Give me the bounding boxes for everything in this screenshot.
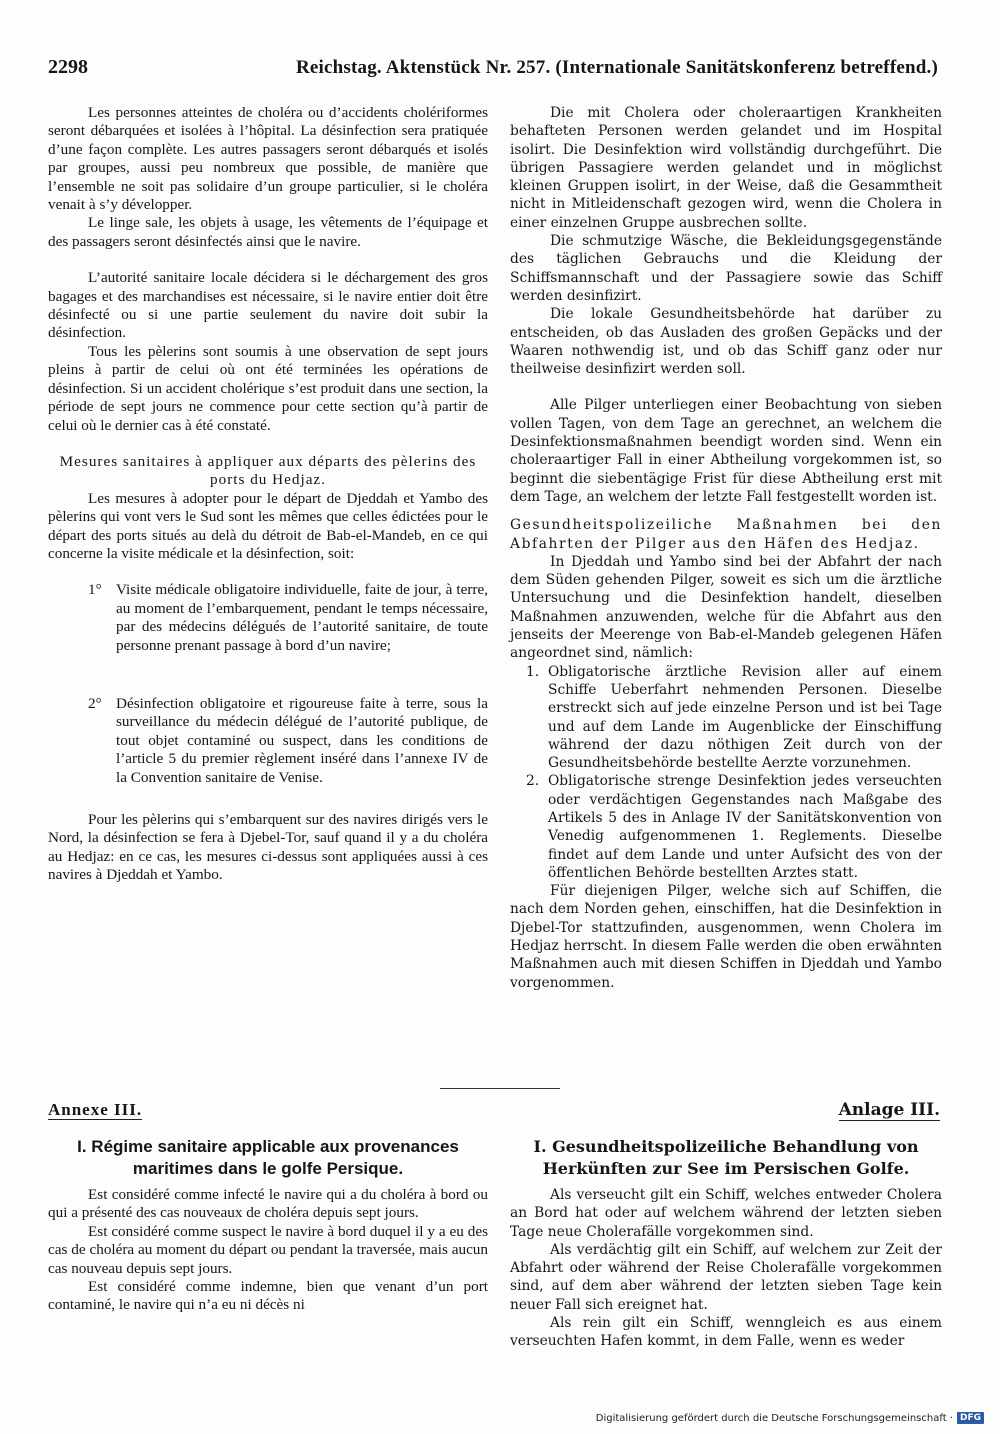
de-paragraph: Für diejenigen Pilger, welche sich auf Schiffen, die nach dem Norden gehen, einschiffen, hat die Desinfektion in Djebel-Tor stattzufinden, ausgenommen, wenn Cholera im Hedjaz herrscht. In diesem Falle werden die oben erwähnten Maßnahmen auch mit diesen Schiffen in Djeddah und Yambo vorgenommen. bbox=[510, 883, 942, 991]
section-heading-de: I. Gesundheitspolizeiliche Behandlung von Herkünften zur See im Persischen Golfe. bbox=[533, 1137, 919, 1178]
german-column bbox=[510, 104, 942, 992]
de-list-item bbox=[510, 772, 942, 882]
de-paragraph: Als verseucht gilt ein Schiff, welches entweder Cholera an Bord hat oder auf welchem während der letzten sieben Tage neue Cholerafälle vorgekommen sind. bbox=[510, 1187, 942, 1240]
de-paragraph: Als rein gilt ein Schiff, wenngleich es aus einem verseuchten Hafen kommt, in dem Falle, wenn es weder bbox=[510, 1315, 942, 1350]
fr-paragraph: Les mesures à adopter pour le départ de Djeddah et Yambo des pèlerins qui vont vers le Sud sont les mêmes que celles édictées pour le départ des ports situés au delà du détroit de Bab-el-Mandeb, en ce qui concerne la visite médicale et la désinfection, soit: bbox=[48, 489, 488, 562]
fr-list-item bbox=[48, 581, 488, 655]
de-list-number: 1. bbox=[526, 663, 540, 680]
german-column-annex bbox=[510, 1186, 942, 1351]
de-paragraph: Als verdächtig gilt ein Schiff, auf welchem zur Zeit der Abfahrt oder während der Reise Cholerafälle vorgekommen sind, auf dem aber während der letzten sieben Tage kein neuer Fall sich ereignet hat. bbox=[510, 1241, 942, 1313]
fr-paragraph: Est considéré comme suspect le navire à bord duquel il y a eu des cas de choléra au moment du départ ou pendant la traversée, mais aucun cas nouveau depuis sept jours. bbox=[48, 1222, 488, 1277]
fr-paragraph: Est considéré comme infecté le navire qui a du choléra à bord ou qui a présenté des cas nouveaux de choléra depuis sept jours. bbox=[48, 1186, 488, 1222]
de-subheading: Gesundheitspolizeiliche Maßnahmen bei den Abfahrten der Pilger aus den Häfen des Hedjaz. bbox=[510, 517, 942, 552]
de-list-number: 2. bbox=[526, 773, 540, 790]
fr-paragraph: Les personnes atteintes de choléra ou d’accidents cholériformes seront débarquées et isolées à l’hôpital. La désinfection sera pratiquée d’une façon complète. Les autres passagers seront débarqués et isolés par groupes, aussi peu nombreux que possible, de manière que l’ensemble ne soit pas solidaire d’un groupe particulier, si le choléra venait à s’y développer. bbox=[48, 104, 488, 214]
de-paragraph: Alle Pilger unterliegen einer Beobachtung von sieben vollen Tagen, von dem Tage an gerechnet, an welchem die Desinfektionsmaßnahmen beendigt worden sind. Wenn ein choleraartiger Fall in einer Abtheilung vorgekommen ist, so beginnt die siebentägige Frist für diese Abtheilung erst mit dem Tage, an welchem der letzte Fall festgestellt worden ist. bbox=[510, 397, 942, 505]
de-list-text: Obligatorische strenge Desinfektion jedes verseuchten oder verdächtigen Gegenstandes nach Maßgabe des Artikels 5 des in Anlage IV der Sanitätskonvention von Venedig aufgenommenen 1. Reglements. Dieselbe findet auf dem Lande und unter Aufsicht des von der öffentlichen Behörde bestellten Arztes statt. bbox=[548, 773, 942, 881]
de-list-text: Obligatorische ärztliche Revision aller auf einem Schiffe Ueberfahrt nehmenden Personen. Dieselbe erstreckt sich auf jede einzelne Person und ist bei Tage und auf dem Lande im Augenblicke der Einschiffung während der dazu nöthigen Zeit durch von der Gesundheitsbehörde bestellte Aerzte vorzunehmen. bbox=[548, 663, 942, 772]
running-header bbox=[48, 56, 938, 79]
french-column bbox=[48, 104, 488, 885]
fr-list-text: Désinfection obligatoire et rigoureuse faite à terre, sous la surveillance du médecin délégué de l’autorité publique, de tout objet contaminé ou suspect, dans les conditions de l’article 5 du premier règlement inséré dans l’annexe IV de la Convention sanitaire de Venise. bbox=[116, 694, 488, 786]
fr-list-text: Visite médicale obligatoire individuelle, faite de jour, à terre, au moment de l’embarquement, pendant le temps nécessaire, par des médecins délégués de l’autorité sanitaire, de toute personne prenant passage à bord d’un navire; bbox=[116, 581, 488, 654]
digitization-footer bbox=[596, 1412, 984, 1424]
fr-paragraph: Est considéré comme indemne, bien que venant d’un port contaminé, le navire qui n’a eu ni décès ni bbox=[48, 1278, 488, 1314]
fr-paragraph: Tous les pèlerins sont soumis à une observation de sept jours pleins à partir de celui où ont été terminées les opérations de désinfection. Si un accident cholérique s’est produit dans une section, la période de sept jours ne commence pour cette section qu’à partir de celui où le dernier cas à été constaté. bbox=[48, 342, 488, 434]
page-number: 2298 bbox=[48, 56, 88, 78]
running-title: Reichstag. Aktenstück Nr. 257. (Internationale Sanitätskonferenz betreffend.) bbox=[295, 57, 938, 78]
section-divider bbox=[440, 1088, 560, 1089]
annex-label-fr: Annexe III. bbox=[48, 1100, 143, 1119]
fr-list-number: 1° bbox=[88, 581, 102, 599]
section-heading-fr: I. Régime sanitaire applicable aux provenances maritimes dans le golfe Persique. bbox=[77, 1137, 459, 1178]
de-paragraph: Die schmutzige Wäsche, die Bekleidungsgegenstände des täglichen Gebrauchs und die Kleidung der Schiffsmannschaft und der Passagiere sowie das Schiff werden desinfizirt. bbox=[510, 233, 942, 304]
footer-text: Digitalisierung gefördert durch die Deutsche Forschungsgemeinschaft · bbox=[595, 1412, 953, 1424]
de-paragraph: Die lokale Gesundheitsbehörde hat darüber zu entscheiden, ob das Ausladen des großen Gepäcks und der Waaren nothwendig ist, und ob das Schiff ganz oder nur theilweise desinfizirt werden soll. bbox=[510, 306, 942, 378]
de-paragraph: In Djeddah und Yambo sind bei der Abfahrt der nach dem Süden gehenden Pilger, soweit es sich um die ärztliche Untersuchung und die Desinfektion handelt, dieselben Maßnahmen anzuwenden, welche für die Abfahrt aus den jenseits der Meerenge von Bab-el-Mandeb gelegenen Häfen angeordnet sind, nämlich: bbox=[510, 553, 942, 662]
fr-list-item bbox=[48, 695, 488, 787]
french-column-annex bbox=[48, 1186, 488, 1315]
de-paragraph: Die mit Cholera oder choleraartigen Krankheiten behafteten Personen werden gelandet und im Hospital isolirt. Die Desinfektion wird vollständig durchgeführt. Die übrigen Passagiere werden gelandet und in möglichst kleinen Gruppen isolirt, in der Weise, daß die Gesammtheit nicht in Mitleidenschaft gezogen wird, wenn die Cholera in einer einzelnen Gruppe ausbrechen sollte. bbox=[510, 105, 942, 231]
de-list-item bbox=[510, 663, 942, 773]
fr-list-number: 2° bbox=[88, 694, 102, 712]
fr-subheading: Mesures sanitaires à appliquer aux départs des pèlerins des ports du Hedjaz. bbox=[59, 452, 477, 489]
fr-paragraph: Le linge sale, les objets à usage, les vêtements de l’équipage et des passagers seront désinfectés ainsi que le navire. bbox=[48, 214, 488, 250]
fr-paragraph: L’autorité sanitaire locale décidera si le déchargement des gros bagages et des marchandises est nécessaire, si le navire entier doit être désinfecté ou si une partie seulement du navire doit subir la désinfection. bbox=[48, 269, 488, 342]
dfg-logo: DFG bbox=[957, 1412, 984, 1424]
annex-label-de: Anlage III. bbox=[838, 1100, 940, 1120]
fr-paragraph: Pour les pèlerins qui s’embarquent sur des navires dirigés vers le Nord, la désinfection se fera à Djebel-Tor, sauf quand il y a du choléra au Hedjaz: en ce cas, les mesures ci-dessus sont appliquées aussi à ces navires à Djeddah et Yambo. bbox=[48, 811, 488, 884]
